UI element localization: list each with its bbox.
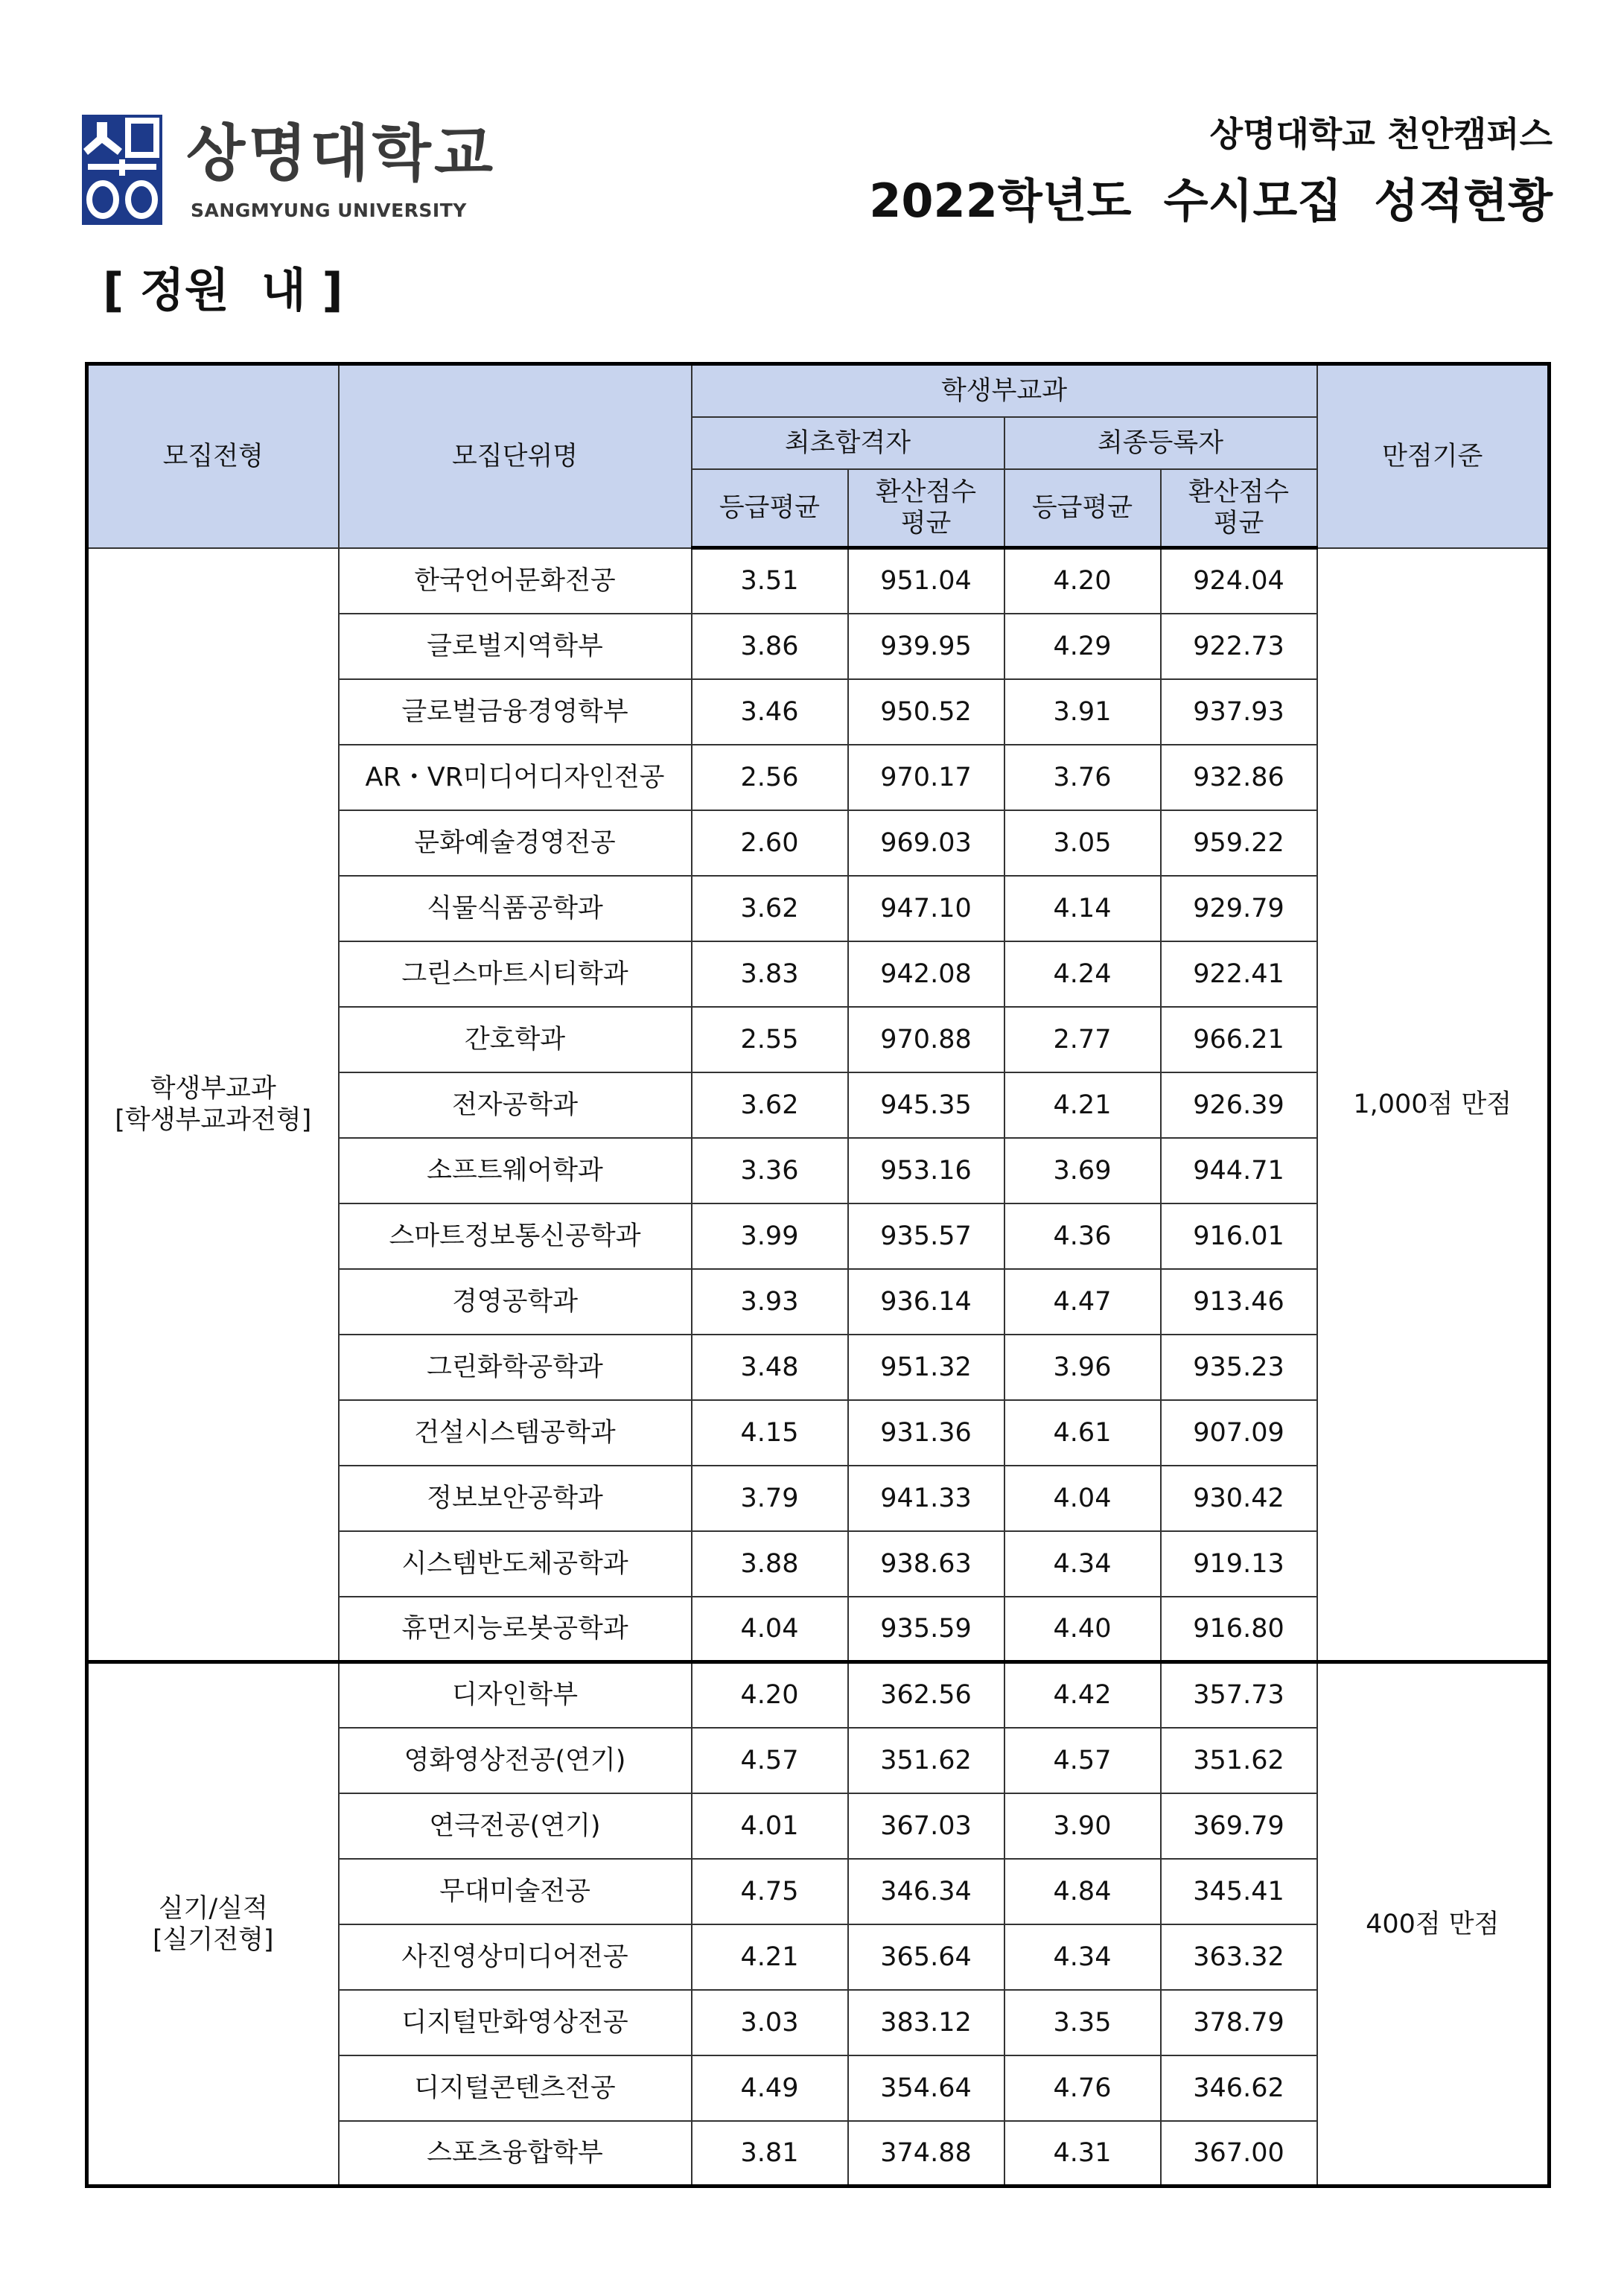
row-unit-name: 그린스마트시티학과 xyxy=(339,941,692,1007)
row-final-grade-avg: 4.42 xyxy=(1004,1662,1161,1728)
row-unit-name: 전자공학과 xyxy=(339,1072,692,1138)
admission-type-cell: 실기/실적 [실기전형] xyxy=(87,1662,339,2187)
row-initial-grade-avg: 4.15 xyxy=(692,1400,848,1466)
row-final-score-avg: 924.04 xyxy=(1161,548,1317,614)
row-unit-name: 스포츠융합학부 xyxy=(339,2121,692,2187)
row-unit-name: 사진영상미디어전공 xyxy=(339,1924,692,1990)
row-initial-score-avg: 950.52 xyxy=(848,679,1004,745)
row-initial-score-avg: 945.35 xyxy=(848,1072,1004,1138)
row-initial-score-avg: 970.88 xyxy=(848,1007,1004,1072)
row-initial-grade-avg: 3.03 xyxy=(692,1990,848,2055)
row-initial-grade-avg: 2.55 xyxy=(692,1007,848,1072)
header-final-grade-avg: 등급평균 xyxy=(1004,469,1161,548)
row-unit-name: 스마트정보통신공학과 xyxy=(339,1203,692,1269)
row-initial-score-avg: 931.36 xyxy=(848,1400,1004,1466)
row-final-score-avg: 378.79 xyxy=(1161,1990,1317,2055)
row-initial-score-avg: 354.64 xyxy=(848,2055,1004,2121)
header-initial-score-avg: 환산점수 평균 xyxy=(848,469,1004,548)
row-final-score-avg: 363.32 xyxy=(1161,1924,1317,1990)
row-unit-name: 식물식품공학과 xyxy=(339,876,692,941)
row-initial-score-avg: 383.12 xyxy=(848,1990,1004,2055)
row-initial-grade-avg: 4.49 xyxy=(692,2055,848,2121)
row-initial-score-avg: 969.03 xyxy=(848,810,1004,876)
header-initial-admits: 최초합격자 xyxy=(692,417,1004,469)
row-final-score-avg: 357.73 xyxy=(1161,1662,1317,1728)
row-unit-name: 시스템반도체공학과 xyxy=(339,1531,692,1597)
row-final-score-avg: 907.09 xyxy=(1161,1400,1317,1466)
full-score-cell: 1,000점 만점 xyxy=(1317,548,1550,1662)
row-final-grade-avg: 4.24 xyxy=(1004,941,1161,1007)
row-initial-grade-avg: 3.93 xyxy=(692,1269,848,1335)
row-initial-score-avg: 941.33 xyxy=(848,1466,1004,1531)
row-initial-grade-avg: 3.88 xyxy=(692,1531,848,1597)
row-final-grade-avg: 4.76 xyxy=(1004,2055,1161,2121)
row-final-score-avg: 922.73 xyxy=(1161,614,1317,679)
row-initial-score-avg: 346.34 xyxy=(848,1859,1004,1924)
row-unit-name: 글로벌지역학부 xyxy=(339,614,692,679)
row-final-grade-avg: 4.84 xyxy=(1004,1859,1161,1924)
row-final-score-avg: 346.62 xyxy=(1161,2055,1317,2121)
row-initial-score-avg: 970.17 xyxy=(848,745,1004,810)
row-final-grade-avg: 4.61 xyxy=(1004,1400,1161,1466)
row-final-grade-avg: 3.91 xyxy=(1004,679,1161,745)
row-final-grade-avg: 2.77 xyxy=(1004,1007,1161,1072)
header-final-registrants: 최종등록자 xyxy=(1004,417,1317,469)
row-unit-name: 문화예술경영전공 xyxy=(339,810,692,876)
row-final-score-avg: 944.71 xyxy=(1161,1138,1317,1203)
row-final-score-avg: 916.80 xyxy=(1161,1597,1317,1662)
row-initial-score-avg: 942.08 xyxy=(848,941,1004,1007)
row-unit-name: 간호학과 xyxy=(339,1007,692,1072)
row-initial-grade-avg: 4.57 xyxy=(692,1728,848,1793)
row-final-score-avg: 919.13 xyxy=(1161,1531,1317,1597)
row-unit-name: 영화영상전공(연기) xyxy=(339,1728,692,1793)
header-initial-grade-avg: 등급평균 xyxy=(692,469,848,548)
row-initial-grade-avg: 3.62 xyxy=(692,876,848,941)
row-final-score-avg: 367.00 xyxy=(1161,2121,1317,2187)
row-initial-grade-avg: 2.56 xyxy=(692,745,848,810)
row-final-grade-avg: 4.34 xyxy=(1004,1531,1161,1597)
row-unit-name: 무대미술전공 xyxy=(339,1859,692,1924)
header-admission-type: 모집전형 xyxy=(87,364,339,548)
row-initial-grade-avg: 3.81 xyxy=(692,2121,848,2187)
logo-emblem-icon xyxy=(82,115,162,225)
row-initial-score-avg: 938.63 xyxy=(848,1531,1004,1597)
campus-name: 상명대학교 천안캠퍼스 xyxy=(1209,114,1553,154)
row-initial-grade-avg: 3.46 xyxy=(692,679,848,745)
row-final-grade-avg: 4.04 xyxy=(1004,1466,1161,1531)
row-final-score-avg: 932.86 xyxy=(1161,745,1317,810)
row-initial-grade-avg: 3.83 xyxy=(692,941,848,1007)
row-initial-grade-avg: 3.99 xyxy=(692,1203,848,1269)
row-initial-grade-avg: 4.20 xyxy=(692,1662,848,1728)
row-final-grade-avg: 4.21 xyxy=(1004,1072,1161,1138)
row-initial-score-avg: 935.59 xyxy=(848,1597,1004,1662)
row-final-score-avg: 351.62 xyxy=(1161,1728,1317,1793)
row-initial-score-avg: 939.95 xyxy=(848,614,1004,679)
section-label: [ 정원 내 ] xyxy=(103,263,343,317)
row-final-grade-avg: 4.20 xyxy=(1004,548,1161,614)
results-table xyxy=(85,362,1551,2188)
row-unit-name: 연극전공(연기) xyxy=(339,1793,692,1859)
row-final-grade-avg: 3.96 xyxy=(1004,1335,1161,1400)
row-initial-grade-avg: 4.75 xyxy=(692,1859,848,1924)
row-final-grade-avg: 4.57 xyxy=(1004,1728,1161,1793)
table-row xyxy=(87,1662,1550,1728)
row-initial-grade-avg: 4.21 xyxy=(692,1924,848,1990)
table-body xyxy=(87,548,1550,2187)
row-final-score-avg: 922.41 xyxy=(1161,941,1317,1007)
row-initial-score-avg: 951.04 xyxy=(848,548,1004,614)
table-row xyxy=(87,548,1550,614)
row-initial-grade-avg: 3.36 xyxy=(692,1138,848,1203)
row-final-grade-avg: 4.40 xyxy=(1004,1597,1161,1662)
row-initial-score-avg: 953.16 xyxy=(848,1138,1004,1203)
row-initial-score-avg: 947.10 xyxy=(848,876,1004,941)
row-final-grade-avg: 4.14 xyxy=(1004,876,1161,941)
university-logo xyxy=(82,113,497,226)
row-final-score-avg: 913.46 xyxy=(1161,1269,1317,1335)
row-final-score-avg: 935.23 xyxy=(1161,1335,1317,1400)
row-initial-grade-avg: 3.48 xyxy=(692,1335,848,1400)
row-unit-name: 한국언어문화전공 xyxy=(339,548,692,614)
logo-korean-text: 상명대학교 xyxy=(186,118,497,189)
row-final-score-avg: 959.22 xyxy=(1161,810,1317,876)
row-unit-name: 디지털콘텐츠전공 xyxy=(339,2055,692,2121)
row-final-grade-avg: 3.69 xyxy=(1004,1138,1161,1203)
row-final-score-avg: 966.21 xyxy=(1161,1007,1317,1072)
row-unit-name: 경영공학과 xyxy=(339,1269,692,1335)
row-final-score-avg: 930.42 xyxy=(1161,1466,1317,1531)
header-unit-name: 모집단위명 xyxy=(339,364,692,548)
row-final-grade-avg: 4.34 xyxy=(1004,1924,1161,1990)
row-final-grade-avg: 3.05 xyxy=(1004,810,1161,876)
row-final-score-avg: 369.79 xyxy=(1161,1793,1317,1859)
row-final-grade-avg: 4.47 xyxy=(1004,1269,1161,1335)
row-final-score-avg: 345.41 xyxy=(1161,1859,1317,1924)
row-unit-name: 정보보안공학과 xyxy=(339,1466,692,1531)
row-unit-name: 디지털만화영상전공 xyxy=(339,1990,692,2055)
row-initial-score-avg: 936.14 xyxy=(848,1269,1004,1335)
row-unit-name: 글로벌금융경영학부 xyxy=(339,679,692,745)
logo-english-text: SANGMYUNG UNIVERSITY xyxy=(191,200,467,221)
header-school-record: 학생부교과 xyxy=(692,364,1317,418)
row-final-score-avg: 929.79 xyxy=(1161,876,1317,941)
row-initial-score-avg: 935.57 xyxy=(848,1203,1004,1269)
row-final-grade-avg: 3.90 xyxy=(1004,1793,1161,1859)
row-initial-grade-avg: 3.51 xyxy=(692,548,848,614)
header-full-score-basis: 만점기준 xyxy=(1317,364,1550,548)
row-initial-score-avg: 365.64 xyxy=(848,1924,1004,1990)
row-initial-score-avg: 351.62 xyxy=(848,1728,1004,1793)
row-final-grade-avg: 3.35 xyxy=(1004,1990,1161,2055)
row-initial-score-avg: 374.88 xyxy=(848,2121,1004,2187)
row-final-grade-avg: 4.31 xyxy=(1004,2121,1161,2187)
row-unit-name: AR・VR미디어디자인전공 xyxy=(339,745,692,810)
row-final-grade-avg: 4.36 xyxy=(1004,1203,1161,1269)
row-final-grade-avg: 3.76 xyxy=(1004,745,1161,810)
row-unit-name: 그린화학공학과 xyxy=(339,1335,692,1400)
document-title: 2022학년도 수시모집 성적현황 xyxy=(869,174,1553,228)
row-initial-score-avg: 951.32 xyxy=(848,1335,1004,1400)
row-final-score-avg: 916.01 xyxy=(1161,1203,1317,1269)
row-final-score-avg: 937.93 xyxy=(1161,679,1317,745)
row-initial-grade-avg: 2.60 xyxy=(692,810,848,876)
row-initial-grade-avg: 3.62 xyxy=(692,1072,848,1138)
row-final-grade-avg: 4.29 xyxy=(1004,614,1161,679)
admission-type-cell: 학생부교과 [학생부교과전형] xyxy=(87,548,339,1662)
row-initial-score-avg: 367.03 xyxy=(848,1793,1004,1859)
row-initial-grade-avg: 3.79 xyxy=(692,1466,848,1531)
row-unit-name: 디자인학부 xyxy=(339,1662,692,1728)
row-initial-grade-avg: 4.04 xyxy=(692,1597,848,1662)
row-unit-name: 건설시스템공학과 xyxy=(339,1400,692,1466)
full-score-cell: 400점 만점 xyxy=(1317,1662,1550,2187)
header-final-score-avg: 환산점수 평균 xyxy=(1161,469,1317,548)
row-initial-grade-avg: 4.01 xyxy=(692,1793,848,1859)
row-unit-name: 소프트웨어학과 xyxy=(339,1138,692,1203)
row-unit-name: 휴먼지능로봇공학과 xyxy=(339,1597,692,1662)
row-final-score-avg: 926.39 xyxy=(1161,1072,1317,1138)
row-initial-grade-avg: 3.86 xyxy=(692,614,848,679)
row-initial-score-avg: 362.56 xyxy=(848,1662,1004,1728)
